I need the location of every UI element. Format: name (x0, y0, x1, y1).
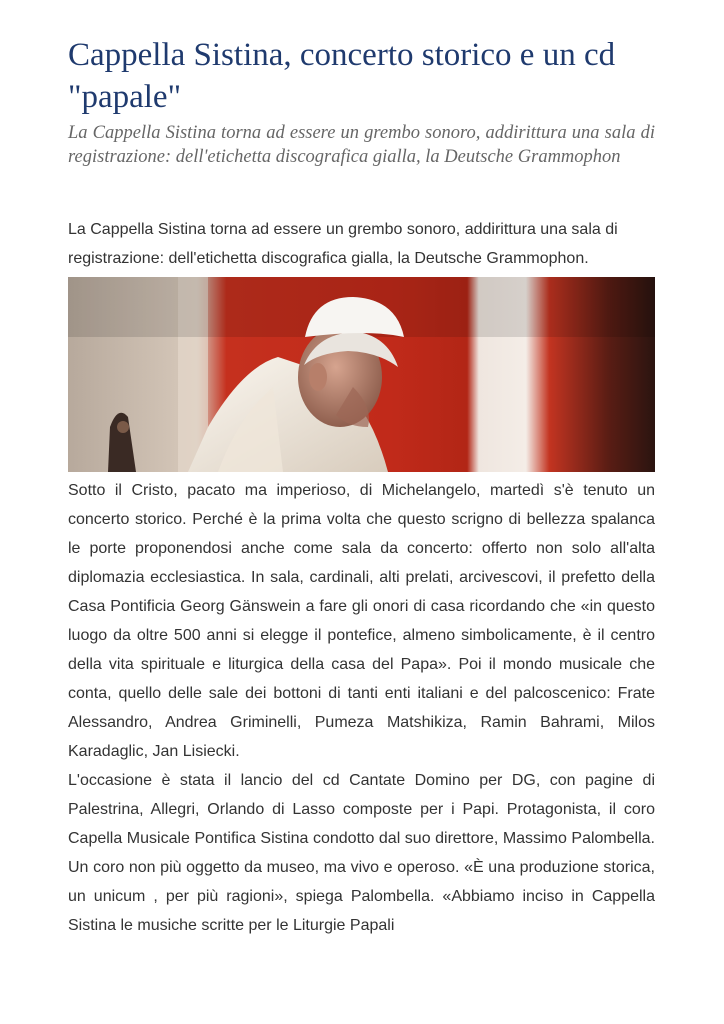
article-lead: La Cappella Sistina torna ad essere un grembo sonoro, addirittura una sala di registrazione: dell'etichetta discografica gialla, la Deutsche Grammophon. (68, 221, 618, 267)
article-body (68, 476, 655, 940)
article-paragraph: L'occasione è stata il lancio del cd Cantate Domino per DG, con pagine di Palestrina, Allegri, Orlando di Lasso composte per i Papi. Protagonista, il coro Capella Musicale Pontifica Sistina condotto dal suo direttore, Massimo Palombella. Un coro non più oggetto da museo, ma vivo e operoso. «È una produzione storica, un unicum , per più ragioni», spiega Palombella. «Abbiamo inciso in Cappella Sistina le musiche scritte per le Liturgie Papali (68, 772, 655, 934)
article-title: Cappella Sistina, concerto storico e un cd "papale" (68, 37, 616, 115)
article-subtitle: La Cappella Sistina torna ad essere un grembo sonoro, addirittura una sala di registrazione: dell'etichetta discografica gialla, la Deutsche Grammophon (68, 123, 655, 167)
article-photo (68, 277, 655, 472)
article-paragraph: Sotto il Cristo, pacato ma imperioso, di Michelangelo, martedì s'è tenuto un concerto storico. Perché è la prima volta che questo scrigno di bellezza spalanca le porte proponendosi anche come sala da concerto: offerto non solo all'alta diplomazia ecclesiastica. In sala, cardinali, alti prelati, arcivescovi, il prefetto della Casa Pontificia Georg Gänswein a fare gli onori di casa ricordando che «in questo luogo da oltre 500 anni si elegge il pontefice, almeno simbolicamente, è il centro della vita spirituale e liturgica della casa del Papa». Poi il mondo musicale che conta, quello delle sale dei bottoni di tanti enti italiani e del palcoscenico: Frate Alessandro, Andrea Griminelli, Pumeza Matshikiza, Ramin Bahrami, Milos Karadaglic, Jan Lisiecki. (68, 482, 655, 760)
article (68, 34, 655, 940)
